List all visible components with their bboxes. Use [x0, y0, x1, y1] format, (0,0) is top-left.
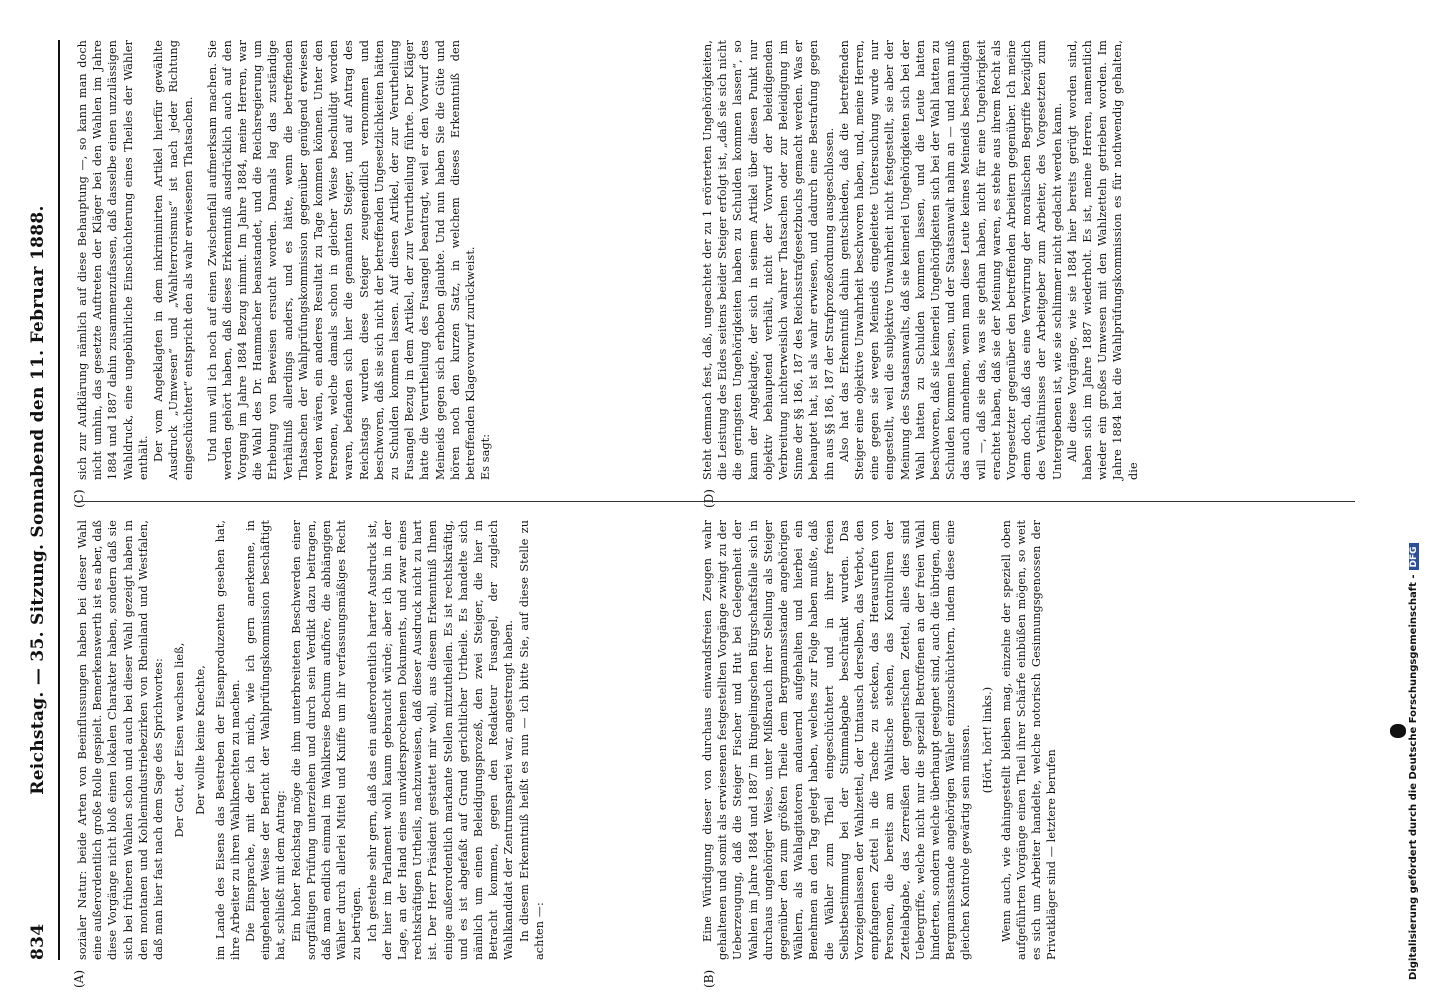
- margin-mark-c: (C): [72, 489, 86, 508]
- interjection: (Hört, hört! links.): [980, 686, 994, 794]
- paragraph: sozialer Natur: beide Arten von Beeinflussungen haben bei dieser Wahl eine außerordentlich große Rolle gespielt. Bemerkenswerth ist es aber, daß diese Vorgänge nicht bloß einen lokalen Charakter haben, sondern daß sie sich bei früheren Wahlen schon und auch bei dieser Wahl gezeigt haben in den montanen und Kohlenindustriebezirken von Rheinland und Westfalen, daß man hier fast nach dem Sage des Sprichwortes:: [76, 520, 166, 960]
- paragraph: Wenn auch, wie dahingestellt bleiben mag, einzelne der speziell oben aufgeführten Vorgänge einen Theil ihrer Schärfe einbüßen mögen, so weit es sich um Arbeiter handelte, welche notorisch Gesinnungsgenossen der Privatkläger sind — letztere berufen: [999, 520, 1059, 960]
- header-rule: [58, 40, 60, 960]
- column-4: [700, 40, 1350, 480]
- margin-mark-d: (D): [702, 489, 716, 508]
- paragraph: Ich gestehe sehr gern, daß das ein außerordentlich harter Ausdruck ist, der hier im Parlament wohl kaum gebraucht würde; aber ich bin in der Lage, an der Hand eines unwidersprochenen Dokuments, und zwar eines rechtskräftigen Urtheils, nachzuweisen, daß dieser Ausdruck nicht zu hart ist. Der Herr Präsident gestattet mir wohl, aus diesem Erkenntniß Ihnen einige außerordentlich markante Stellen mitzutheilen. Es ist rechtskräftig, und es ist abgefaßt auf Grund gerichtlicher Urtheile. Es handelte sich nämlich um einen Beleidigungsprozeß, den zwei Steiger, die hier in Betracht kommen, gegen den Redakteur Fusangel, der zugleich Wahlkandidat der Zentrumspartei war, angestrengt haben.: [365, 520, 516, 960]
- page-title: Reichstag. — 35. Sitzung. Sonnabend den 11. Februar 1888.: [28, 205, 48, 795]
- column-divider: [75, 501, 1355, 502]
- paragraph: In diesem Erkenntniß heißt es nun — ich bitte Sie, auf diese Stelle zu achten —:: [517, 520, 546, 960]
- paragraph: Alle diese Vorgänge, wie sie 1884 hier bereits gerügt worden sind, haben sich im Jahre 1887 wiederholt. Es ist, meine Herren, namentlich wieder ein großes Umwesen mit den Wahlzetteln getrieben worden. Im Jahre 1884 hat die Wahlprüfungskommission es für nothwendig gehalten, die: [1065, 40, 1140, 480]
- paragraph: im Lande des Eisens das Bestreben der Eisenproduzenten gesehen hat, ihre Arbeiter zu ihren Wahlknechten zu machen.: [213, 520, 242, 960]
- margin-mark-b: (B): [702, 969, 716, 988]
- verse-line: Der Gott, der Eisen wachsen ließ,: [173, 642, 187, 838]
- paragraph: sich zur Aufklärung nämlich auf diese Behauptung —, so kann man doch nicht umhin, das gesetzte Auftreten der Kläger bei den Wahlen im Jahre 1884 und 1887 dahin zusammenzufassen, daß dasselbe einen unzulässigen Wahldruck, eine ungebührliche Einschüchterung eines Theiles der Wähler enthält.: [76, 40, 150, 480]
- paragraph: Steht demnach fest, daß, ungeachtet der zu 1 erörterten Ungehörigkeiten, die Leistung des Eides seitens beider Steiger erfolgt ist, „daß sie sich nicht die geringsten Ungehörigkeiten haben zu Schulden kommen lassen“, so kann der Angeklagte, der sich in seinem Artikel über diesen Punkt nur objektiv behauptend verhält, nicht der Vorwurf der beleidigenden Verbreitung nichterweislich wahrer Thatsachen oder zur Beleidigung im Sinne der §§ 186, 187 des Reichsstrafgesetzbuchs gemacht werden. Was er behauptet hat, ist als wahr erwiesen, und dadurch eine Bestrafung gegen ihn aus §§ 186, 187 der Strafprozeßordnung ausgeschlossen.: [701, 40, 836, 480]
- page-header: [22, 40, 62, 960]
- margin-mark-a: (A): [72, 969, 86, 988]
- quoted-judgment: Eine Würdigung dieser von durchaus einwandsfreien Zeugen wahr gehaltenen und somit als erwiesenen festgestellten Vorgänge zwingt zu der Ueberzeugung, daß die Steiger Fischer und Hut bei Gelegenheit der Wahlen im Jahre 1884 und 1887 im Ringelingschen Bürgschaftsfalle sich in durchaus ungehöriger Weise, unter Mißbrauch ihrer Stellung als Steiger gegenüber den zum größten Theile dem Bergmannsstande angehörigen Wählern, als Wahlagitatoren andauernd aufgehalten und hierbei ein Benehmen an den Tag gelegt haben, welches zur Folge haben mußte, daß die Wähler zum Theil eingeschüchtert und in ihrer freien Selbstbestimmung bei der Stimmabgabe beschränkt wurden. Das Vorzeigenlassen der Wahlzettel, der Umtausch derselben, das Verbot, den empfangenen Zettel in die Tasche zu stecken, das Herausrufen von Personen, die bereits am Wahltische stehen, das Kontrolliren der Zettelabgabe, das Zerreißen der gegnerischen Zettel, alles dies sind Uebergriffe, welche nicht nur die speziell Betroffenen an der freien Wahl hinderten, sondern welche überhaupt geeignet sind, auch die übrigen, dem Bergmannsstande angehörigen Wähler einzuschüchtern, indem diese eine gleichen Kontrole gewärtig sein müssen.: [701, 520, 973, 960]
- column-2: [75, 40, 675, 480]
- column-3: [700, 520, 1350, 960]
- paragraph: Und nun will ich noch auf einen Zwischenfall aufmerksam machen. Sie werden gehört haben, daß dieses Erkenntniß ausdrücklich auch auf den Vorgang im Jahre 1884 Bezug nimmt. Im Jahre 1884, meine Herren, war die Wahl des Dr. Hammacher beanstandet, und die Reichsregierung um Erhebung von Beweisen ersucht worden. Damals lag das zuständige Verhältniß allerdings anders, und es hätte, wenn die betreffenden Thatsachen der Wahlprüfungskommission gegenüber genügend erwiesen worden wären, ein anderes Resultat zu Tage kommen können. Unter den Personen, welche damals schon in gleicher Weise beschuldigt worden waren, befanden sich hier die genannten Steiger, und auf Antrag des Reichstags wurden diese Steiger zeugeneidlich vernommen und beschworen, daß sie sich nicht der betreffenden Ungesetzlichkeiten hätten zu Schulden kommen lassen. Auf diesen Artikel, der zur Verurtheilung Fusangel Bezug in dem Artikel, der zur Verurtheilung führte. Der Kläger hatte die Verurtheilung des Fusangel beantragt, weil er den Vorwurf des Meineids gegen sich erhoben glaubte. Und nun haben Sie die Güte und hören noch den kurzen Satz, in welchem dieses Erkenntniß den betreffenden Klagevorwurf zurückweist.: [205, 40, 478, 480]
- verse-line: Der wollte keine Knechte,: [194, 665, 208, 815]
- column-1: [75, 520, 675, 960]
- paragraph: Die Einsprache, mit der ich mich, wie ich gern anerkenne, in eingehender Weise der Bericht der Wahlprüfungskommission beschäftigt hat, schließt mit dem Antrag:: [244, 520, 288, 960]
- credit-text: Digitalisierung gefördert durch die Deutsche Forschungsgemeinschaft -: [1408, 574, 1419, 980]
- paragraph: Es sagt:: [479, 433, 493, 480]
- digitization-credit: [1408, 20, 1419, 980]
- paragraph: Der vom Angeklagten in dem inkriminirten Artikel hierfür gewählte Ausdruck „Umwesen“ und „Wahlterrorismus“ ist nach jeder Richtung eingeschüchtert“ entspricht den als wahr erwiesenen Thatsachen.: [152, 40, 196, 480]
- ink-blot: [1390, 724, 1406, 738]
- paragraph: Also hat das Erkenntniß dahin gentschieden, daß die betreffenden Steiger eine objektive Unwahrheit beschworen haben, und, meine Herren, eine gegen sie wegen Meineids eingeleitete Untersuchung wurde nur eingestellt, weil die subjektive Unwahrheit nicht festgestellt, sie aber der Meinung des Staatsanwalts, daß sie keinerlei Ungehörigkeiten sich bei der Wahl hatten zu Schulden kommen lassen, und die Leute hatten beschworen, daß sie keinerlei Ungehörigkeiten sich bei der Wahl hatten zu Schulden kommen lassen, und der Staatsanwalt nahm an — und man muß das auch annehmen, wenn man diese Leute keines Meineids beschuldigen will —, daß sie das, was sie gethan haben, nicht für eine Ungehörigkeit erachtet haben, daß sie der Meinung waren, es stehe aus ihrem Recht als Vorgesetzter gegenüber den betreffenden Arbeitern gegenüber. Ich meine denn doch, daß das eine Verwirrung der moralischen Begriffe bezüglich des Verhältnisses der Arbeitgeber zum Arbeiter, des Vorgesetzten zum Untergebenen ist, wie sie schlimmer nicht gedacht werden kann.: [837, 40, 1064, 480]
- page-number: 834: [28, 923, 48, 960]
- dfg-logo: DFG: [1409, 543, 1419, 570]
- quoted-motion: Ein hoher Reichstag möge die ihm unterbreiteten Beschwerden einer sorgfältigen Prüfung unterziehen und durch sein Verdikt dazu beitragen, daß man endlich einmal im Wahlkreise Bochum aufhöre, die abhängigen Wähler durch allerlei Mittel und Kniffe um ihr verfassungsmäßiges Recht zu betrügen.: [289, 520, 364, 960]
